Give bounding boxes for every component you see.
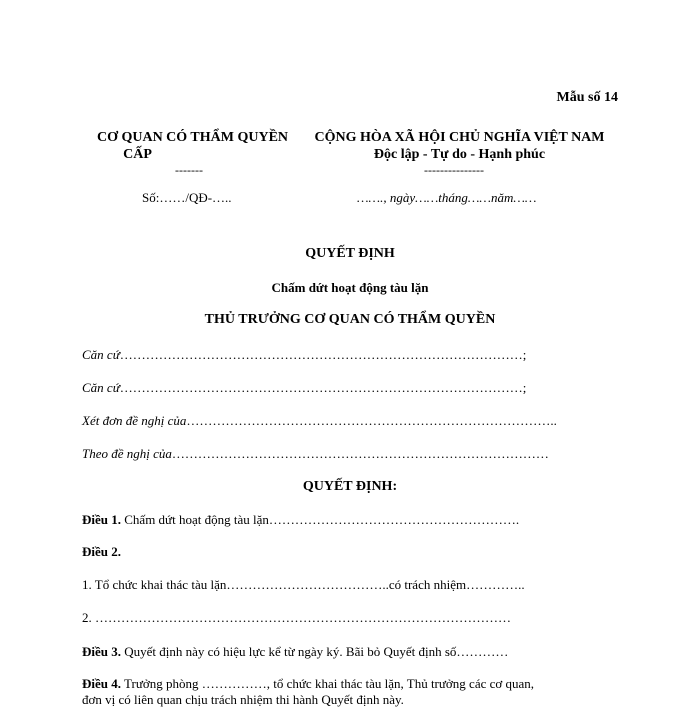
decision-number: Số:……/QĐ-…..: [142, 190, 232, 205]
issuing-agency-rule: -------: [175, 163, 203, 177]
basis-line-4: [82, 446, 549, 462]
national-motto: Độc lập - Tự do - Hạnh phúc: [373, 147, 546, 162]
basis-label: Căn cứ: [82, 347, 120, 362]
article-1: [82, 512, 519, 528]
basis-label: Căn cứ: [82, 380, 120, 395]
article-1-text: Chấm dứt hoạt động tàu lặn………………………………………………….: [121, 512, 520, 527]
article-3-label: Điều 3.: [82, 644, 121, 659]
article-2-label: Điều 2.: [82, 544, 121, 559]
date-line: ……., ngày……tháng……năm……: [357, 190, 537, 205]
article-1-label: Điều 1.: [82, 512, 121, 527]
article-3-text: Quyết định này có hiệu lực kể từ ngày ký. Bãi bỏ Quyết định số…………: [121, 644, 509, 659]
basis-label: Theo đề nghị của: [82, 446, 172, 461]
basis-dots: …………………………………………………………………………..: [186, 413, 557, 428]
basis-line-1: [82, 347, 526, 363]
article-4-continued: đơn vị có liên quan chịu trách nhiệm thi hành Quyết định này.: [82, 692, 404, 707]
form-number: Mẫu số 14: [556, 90, 618, 105]
national-name: CỘNG HÒA XÃ HỘI CHỦ NGHĨA VIỆT NAM: [314, 130, 605, 145]
article-4: [82, 676, 534, 692]
basis-dots: …………………………………………………………………………………;: [119, 380, 527, 395]
basis-dots: …………………………………………………………………………………;: [119, 347, 527, 362]
article-4-label: Điều 4.: [82, 676, 121, 691]
basis-line-3: [82, 413, 557, 429]
article-4-text: Trưởng phòng ……………, tổ chức khai thác tàu lặn, Thủ trưởng các cơ quan,: [121, 676, 535, 691]
basis-dots: ……………………………………………………………………………: [171, 446, 549, 461]
issuing-agency-line1: CƠ QUAN CÓ THẨM QUYỀN: [96, 130, 289, 145]
authority-title: THỦ TRƯỞNG CƠ QUAN CÓ THẨM QUYỀN: [204, 312, 496, 327]
national-title: [302, 129, 617, 163]
document-title: QUYẾT ĐỊNH: [305, 246, 395, 261]
article-2-item-1: 1. Tổ chức khai thác tàu lặn………………………………..có trách nhiệm…………..: [82, 577, 525, 592]
article-3: [82, 644, 508, 660]
article-2-item-2: 2. ……………………………………………………………………………………: [82, 610, 511, 625]
basis-label: Xét đơn đề nghị của: [82, 413, 187, 428]
basis-line-2: [82, 380, 526, 396]
national-rule: ---------------: [424, 163, 484, 177]
issuing-agency-name: [85, 129, 300, 163]
decision-heading: QUYẾT ĐỊNH:: [302, 479, 398, 494]
issuing-agency-line2: CẤP: [123, 147, 152, 162]
document-subtitle: Chấm dứt hoạt động tàu lặn: [271, 280, 429, 295]
